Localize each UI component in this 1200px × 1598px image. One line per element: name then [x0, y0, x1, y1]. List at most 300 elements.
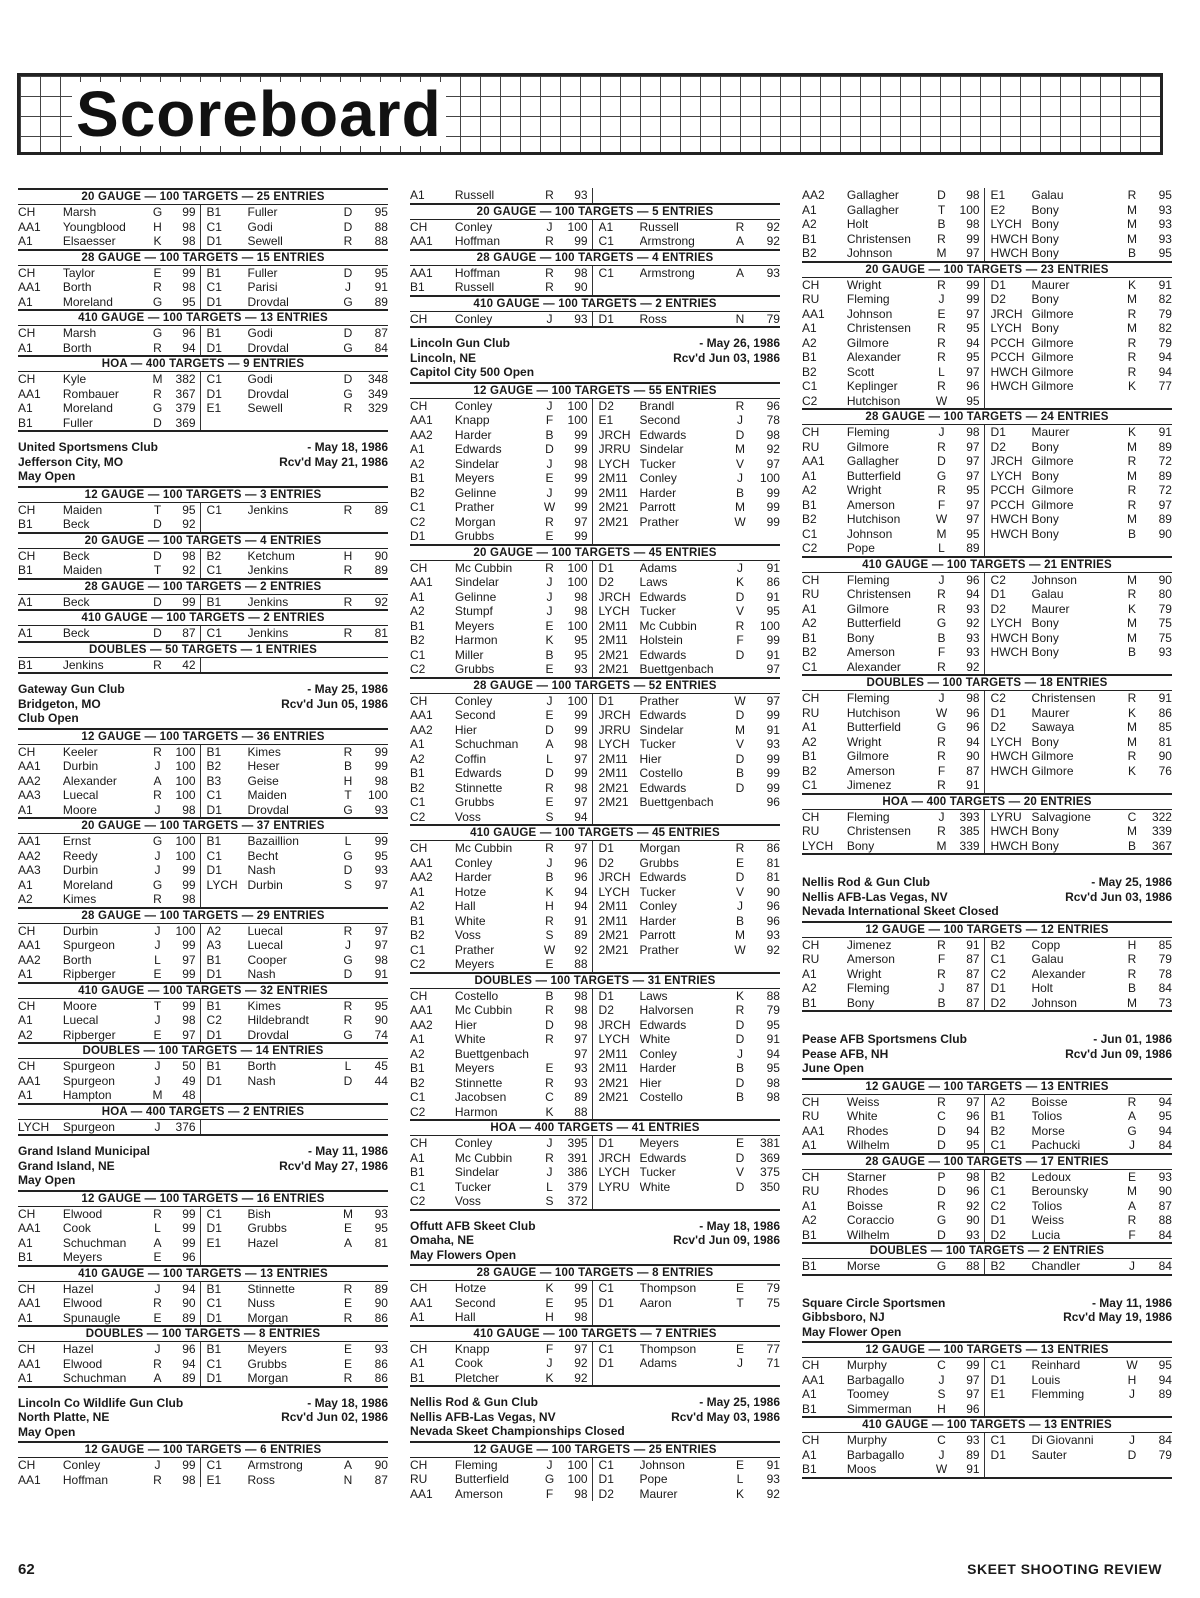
event-name: Nevada International Skeet Closed	[802, 904, 999, 918]
result-row	[802, 602, 1172, 617]
class-code: B1	[410, 1165, 425, 1179]
class-code: AA1	[18, 938, 41, 952]
result-row	[18, 503, 388, 518]
shooter-initial: R	[545, 265, 554, 280]
score: 100	[567, 560, 588, 575]
shoot-date: - May 25, 1986	[1091, 875, 1172, 889]
result-row	[410, 575, 780, 590]
class-code: HWCH	[990, 231, 1028, 246]
class-code: D1	[598, 1472, 614, 1486]
score: 95	[374, 265, 388, 280]
results-column-3	[802, 188, 1172, 1479]
score: 79	[1158, 306, 1172, 321]
class-code: E1	[206, 1235, 222, 1250]
column-divider	[592, 1356, 593, 1371]
shooter-initial: R	[1127, 691, 1137, 705]
shooter-name: Voss	[454, 928, 481, 942]
shooter-initial: J	[736, 413, 743, 427]
shooter-initial: M	[1126, 217, 1137, 231]
shooter-name: Cooper	[247, 952, 287, 967]
class-code: A1	[802, 1387, 817, 1401]
score: 95	[1158, 1358, 1172, 1372]
shooter-name: Coraccio	[846, 1213, 895, 1227]
score: 91	[766, 1032, 780, 1046]
shooter-initial: D	[937, 1138, 946, 1152]
shooter-initial: J	[546, 575, 553, 589]
shooter-initial: R	[343, 626, 353, 640]
score: 90	[1158, 526, 1172, 541]
shooter-name: Meyers	[247, 1342, 287, 1356]
score: 75	[1158, 616, 1172, 630]
score: 93	[966, 601, 980, 616]
score: 96	[966, 572, 980, 587]
class-code: A1	[410, 884, 425, 899]
result-row	[18, 788, 388, 803]
shooter-name: Harmon	[454, 633, 498, 647]
class-code: 2M21	[598, 942, 629, 957]
score: 88	[766, 988, 780, 1003]
shooter-name: Bony	[1031, 202, 1059, 217]
shooter-initial: G	[343, 802, 353, 817]
class-code: C2	[410, 957, 426, 971]
shooter-initial: B	[735, 1061, 744, 1075]
club-heading	[802, 875, 1172, 919]
shooter-initial: D	[343, 967, 353, 981]
class-code: 2M21	[598, 928, 629, 942]
score: 95	[374, 1221, 388, 1235]
shooter-initial: A	[153, 773, 162, 788]
shooter-initial: J	[1128, 1387, 1135, 1401]
class-code: 2M21	[598, 780, 629, 795]
shooter-initial: D	[153, 548, 162, 563]
class-code: C1	[206, 1458, 222, 1472]
shooter-name: Grubbs	[454, 662, 495, 676]
score: 100	[175, 759, 196, 773]
shooter-name: Conley	[454, 311, 493, 326]
score: 93	[766, 737, 780, 751]
shooter-initial: R	[343, 234, 353, 248]
shooter-name	[640, 1310, 730, 1325]
shooter-initial: H	[153, 219, 162, 234]
class-code: CH	[802, 937, 820, 952]
class-code	[991, 1402, 1032, 1417]
class-code: AA1	[410, 1486, 433, 1501]
column-divider	[592, 737, 593, 752]
shooter-name: Bish	[247, 1206, 271, 1221]
shooter-initial: A	[1127, 1198, 1136, 1213]
shooter-name: Gilmore	[1031, 350, 1074, 364]
class-code	[991, 394, 1032, 409]
shooter-name: Miller	[454, 647, 484, 662]
column-divider	[200, 745, 201, 760]
class-code: C2	[802, 393, 818, 408]
event-name: May Open	[18, 469, 76, 483]
shooter-name	[1032, 394, 1122, 409]
class-code: 2M11	[598, 618, 628, 633]
shooter-initial: R	[545, 280, 554, 294]
shooter-name: Grubbs	[247, 1356, 287, 1371]
shooter-initial: D	[343, 326, 353, 340]
shooter-name: Grubbs	[454, 529, 495, 543]
shooter-initial: R	[937, 321, 946, 335]
shooter-initial: F	[937, 645, 946, 659]
shooter-initial: D	[343, 219, 353, 234]
class-code: JRRU	[598, 442, 631, 456]
shooter-initial: B	[937, 217, 946, 231]
shooter-initial: M	[152, 1088, 163, 1102]
score: 98	[182, 234, 196, 248]
shooter-name: White	[454, 1032, 486, 1046]
score: 87	[374, 326, 388, 340]
shooter-name: Bony	[1031, 630, 1059, 645]
result-row	[802, 1095, 1172, 1110]
shooter-initial: T	[344, 788, 352, 802]
score: 100	[175, 923, 196, 938]
result-row	[410, 989, 780, 1004]
result-row	[18, 1296, 388, 1311]
class-code: C1	[598, 1281, 614, 1295]
shooter-name: Gilmore	[846, 439, 889, 454]
shooter-name: Bony	[1031, 321, 1059, 335]
shooter-name: Sindelar	[454, 456, 499, 471]
result-row	[802, 498, 1172, 513]
column-divider	[592, 914, 593, 929]
score: 100	[567, 575, 588, 589]
event-header: 12 GAUGE — 100 TARGETS — 12 ENTRIES	[802, 921, 1172, 938]
score: 87	[966, 763, 980, 778]
class-code: 2M11	[598, 751, 628, 766]
shooter-name: Godi	[247, 372, 273, 386]
column-divider	[592, 1458, 593, 1473]
shooter-name: Conley	[454, 398, 493, 413]
score: 75	[1158, 630, 1172, 645]
class-code: RU	[802, 587, 820, 601]
shooter-initial: J	[736, 471, 743, 485]
column-divider	[592, 399, 593, 414]
score: 99	[766, 751, 780, 766]
class-code: CH	[802, 1169, 820, 1184]
class-code: AA1	[410, 575, 433, 589]
shooter-initial: J	[546, 1457, 553, 1472]
class-code: A1	[410, 1150, 425, 1165]
class-code: A2	[802, 483, 817, 497]
score: 93	[966, 630, 980, 645]
shooter-name: Murphy	[846, 1358, 887, 1372]
column-divider	[200, 595, 201, 610]
shooter-name	[248, 658, 338, 673]
class-code: HWCH	[990, 526, 1028, 541]
shooter-name: Boisse	[1031, 1094, 1068, 1109]
shooter-name: Fleming	[846, 292, 890, 306]
score: 99	[766, 766, 780, 780]
shooter-name	[1032, 778, 1122, 793]
shooter-name: Prather	[639, 693, 679, 708]
score: 98	[574, 604, 588, 618]
score: 385	[959, 824, 980, 838]
column-divider	[592, 1003, 593, 1018]
result-row	[18, 1357, 388, 1372]
class-code: LYCH	[598, 737, 630, 751]
shooter-initial: R	[153, 1296, 162, 1310]
class-code: B2	[206, 759, 222, 773]
score	[359, 1088, 388, 1103]
column-divider	[200, 1311, 201, 1326]
score	[751, 1105, 780, 1120]
shooter-initial: D	[1127, 1447, 1137, 1462]
class-code: C1	[206, 848, 222, 863]
club-name: Nellis Rod & Gun Club	[410, 1395, 538, 1409]
class-code: CH	[18, 205, 36, 219]
score: 50	[182, 1059, 196, 1073]
result-row	[410, 943, 780, 958]
class-code: B1	[802, 1227, 817, 1242]
class-code: 2M11	[598, 1061, 628, 1075]
class-code: C1	[206, 1296, 222, 1310]
result-row	[802, 217, 1172, 232]
score: 90	[766, 884, 780, 899]
result-row	[18, 1342, 388, 1357]
score: 98	[182, 548, 196, 563]
shooter-initial: R	[1127, 952, 1137, 966]
score: 98	[574, 589, 588, 604]
shooter-initial: V	[735, 1165, 744, 1179]
shooter-name	[640, 957, 730, 972]
class-code: RU	[802, 292, 820, 306]
shooter-name: Armstrong	[247, 1458, 303, 1472]
column-divider	[984, 232, 985, 247]
result-row	[410, 1105, 780, 1120]
shooter-initial: J	[736, 1356, 743, 1370]
score: 90	[574, 280, 588, 294]
class-code: C1	[206, 219, 222, 234]
class-code: B2	[410, 485, 425, 500]
shoot-date: - May 18, 1986	[699, 1218, 780, 1233]
result-row	[410, 234, 780, 249]
column-divider	[984, 616, 985, 631]
class-code: A1	[18, 1235, 33, 1250]
shooter-initial: S	[545, 809, 554, 824]
event-header: 28 GAUGE — 100 TARGETS — 4 ENTRIES	[410, 249, 780, 266]
column-divider	[984, 246, 985, 261]
event-header: DOUBLES — 100 TARGETS — 14 ENTRIES	[18, 1042, 388, 1059]
shooter-name: Tucker	[454, 1179, 492, 1194]
shooter-initial: J	[546, 398, 553, 413]
score: 82	[1158, 321, 1172, 335]
class-code: B1	[410, 766, 425, 780]
score: 98	[182, 280, 196, 294]
score: 94	[966, 587, 980, 601]
shooter-initial: E	[1127, 1169, 1136, 1184]
shooter-initial: M	[734, 442, 745, 456]
result-row	[18, 924, 388, 939]
shooter-initial: J	[344, 280, 351, 294]
section-divider	[802, 1477, 1172, 1479]
shooter-initial: E	[545, 708, 554, 722]
column-divider	[592, 619, 593, 634]
shooter-name: Bony	[1031, 231, 1059, 246]
result-row	[802, 440, 1172, 455]
result-row	[18, 1371, 388, 1386]
shooter-name: Buettgenbach	[454, 1046, 529, 1061]
class-code: AA2	[18, 773, 41, 788]
shooter-name: Moos	[846, 1462, 877, 1476]
score: 100	[759, 618, 780, 633]
column-divider	[984, 188, 985, 203]
club-line	[410, 1248, 780, 1263]
column-divider	[984, 1433, 985, 1448]
class-code	[599, 1105, 640, 1120]
score: 79	[1158, 601, 1172, 616]
score: 90	[966, 749, 980, 763]
score	[359, 892, 388, 907]
score: 99	[374, 744, 388, 759]
shooter-name	[640, 529, 730, 544]
shooter-initial: D	[153, 517, 162, 531]
received-date: Rcv'd Jun 03, 1986	[673, 350, 780, 365]
shooter-initial: R	[153, 1206, 162, 1221]
shooter-name: Voss	[454, 809, 481, 824]
score: 90	[1158, 749, 1172, 763]
column-divider	[984, 660, 985, 675]
class-code: C1	[206, 788, 222, 802]
score: 100	[567, 398, 588, 413]
score: 98	[574, 1017, 588, 1032]
result-row	[18, 967, 388, 982]
shooter-name: Prather	[454, 500, 495, 514]
shooter-initial: G	[1127, 1123, 1137, 1138]
score: 94	[966, 335, 980, 350]
shooter-name: Ripberger	[62, 967, 116, 981]
shooter-name	[248, 1088, 338, 1103]
class-code: RU	[802, 1184, 820, 1198]
column-divider	[984, 1358, 985, 1373]
score: 367	[1151, 838, 1172, 853]
shooter-initial: R	[545, 841, 554, 855]
shooter-initial: D	[735, 1017, 745, 1032]
shooter-name: Fleming	[846, 981, 890, 995]
score: 95	[374, 848, 388, 863]
score	[751, 810, 780, 825]
shooter-name: Mc Cubbin	[639, 618, 697, 633]
class-code: A2	[410, 604, 425, 618]
score: 93	[766, 265, 780, 280]
class-code	[599, 1310, 640, 1325]
class-code: CH	[18, 744, 36, 759]
shooter-name: Johnson	[846, 306, 893, 321]
shooter-initial: D	[937, 454, 946, 468]
shooter-initial: M	[152, 372, 163, 386]
class-code: LYCH	[598, 604, 630, 618]
class-code: A2	[206, 923, 222, 938]
score: 93	[1158, 1169, 1172, 1184]
result-row	[410, 500, 780, 515]
result-row	[410, 1165, 780, 1180]
shooter-name: Sawaya	[1031, 720, 1075, 734]
club-city: Pease AFB, NH	[802, 1046, 889, 1061]
score: 93	[966, 645, 980, 659]
shooter-initial	[729, 795, 750, 810]
shooter-initial: R	[937, 231, 946, 246]
shooter-name: Hotze	[454, 1281, 487, 1295]
class-code: A2	[802, 616, 817, 630]
result-row	[410, 399, 780, 414]
column-divider	[200, 878, 201, 893]
shooter-initial: R	[153, 892, 162, 906]
result-row	[410, 723, 780, 738]
shooter-initial: M	[734, 722, 745, 737]
column-divider	[984, 365, 985, 380]
result-row	[802, 188, 1172, 203]
class-code: HWCH	[990, 645, 1028, 659]
class-code	[599, 957, 640, 972]
class-code: B2	[802, 763, 817, 778]
result-row	[410, 957, 780, 972]
shoot-date: - Jun 01, 1986	[1093, 1032, 1172, 1046]
score	[751, 529, 780, 544]
result-row	[18, 1473, 388, 1488]
shooter-name: Pope	[846, 541, 875, 555]
shooter-initial: J	[938, 572, 945, 587]
score: 86	[1158, 705, 1172, 720]
score: 99	[574, 1281, 588, 1295]
score: 99	[966, 231, 980, 246]
shooter-name: Conley	[639, 1046, 677, 1061]
score	[359, 1120, 388, 1135]
score: 90	[374, 1296, 388, 1310]
shooter-name: Sindelar	[639, 722, 684, 737]
shooter-name	[248, 1250, 338, 1265]
shooter-initial: F	[545, 413, 554, 427]
score: 82	[1158, 292, 1172, 306]
shooter-initial: A	[1127, 1109, 1136, 1123]
result-row	[802, 1138, 1172, 1153]
column-divider	[200, 892, 201, 907]
score: 94	[1158, 350, 1172, 364]
class-code: A2	[18, 1027, 33, 1042]
shooter-name: Mc Cubbin	[454, 1003, 513, 1017]
class-code: D1	[990, 981, 1006, 995]
result-row	[410, 781, 780, 796]
shooter-name: Tucker	[639, 604, 676, 618]
class-code: AA1	[802, 454, 825, 468]
shooter-initial: D	[735, 870, 745, 884]
class-code: AA1	[18, 1073, 41, 1088]
shooter-initial: J	[154, 1013, 161, 1027]
column-divider	[592, 1047, 593, 1062]
score: 95	[574, 1295, 588, 1310]
result-row	[802, 469, 1172, 484]
shooter-name: Hazel	[62, 1281, 94, 1296]
class-code: C2	[410, 662, 426, 676]
shooter-initial	[1121, 1462, 1142, 1477]
event-header: DOUBLES — 100 TARGETS — 31 ENTRIES	[410, 972, 780, 989]
score: 98	[574, 265, 588, 280]
score: 93	[766, 1472, 780, 1486]
score: 95	[574, 633, 588, 647]
shooter-name: Morgan	[454, 514, 496, 529]
column-divider	[592, 870, 593, 885]
shooter-initial: L	[154, 952, 161, 967]
score: 87	[1158, 1198, 1172, 1213]
score: 97	[574, 795, 588, 809]
shoot-date: - May 11, 1986	[307, 1144, 388, 1158]
class-code: HWCH	[990, 630, 1028, 645]
score: 97	[182, 1027, 196, 1042]
score	[359, 416, 388, 431]
class-code: A2	[802, 734, 817, 749]
column-divider	[984, 1387, 985, 1402]
result-row	[18, 658, 388, 673]
